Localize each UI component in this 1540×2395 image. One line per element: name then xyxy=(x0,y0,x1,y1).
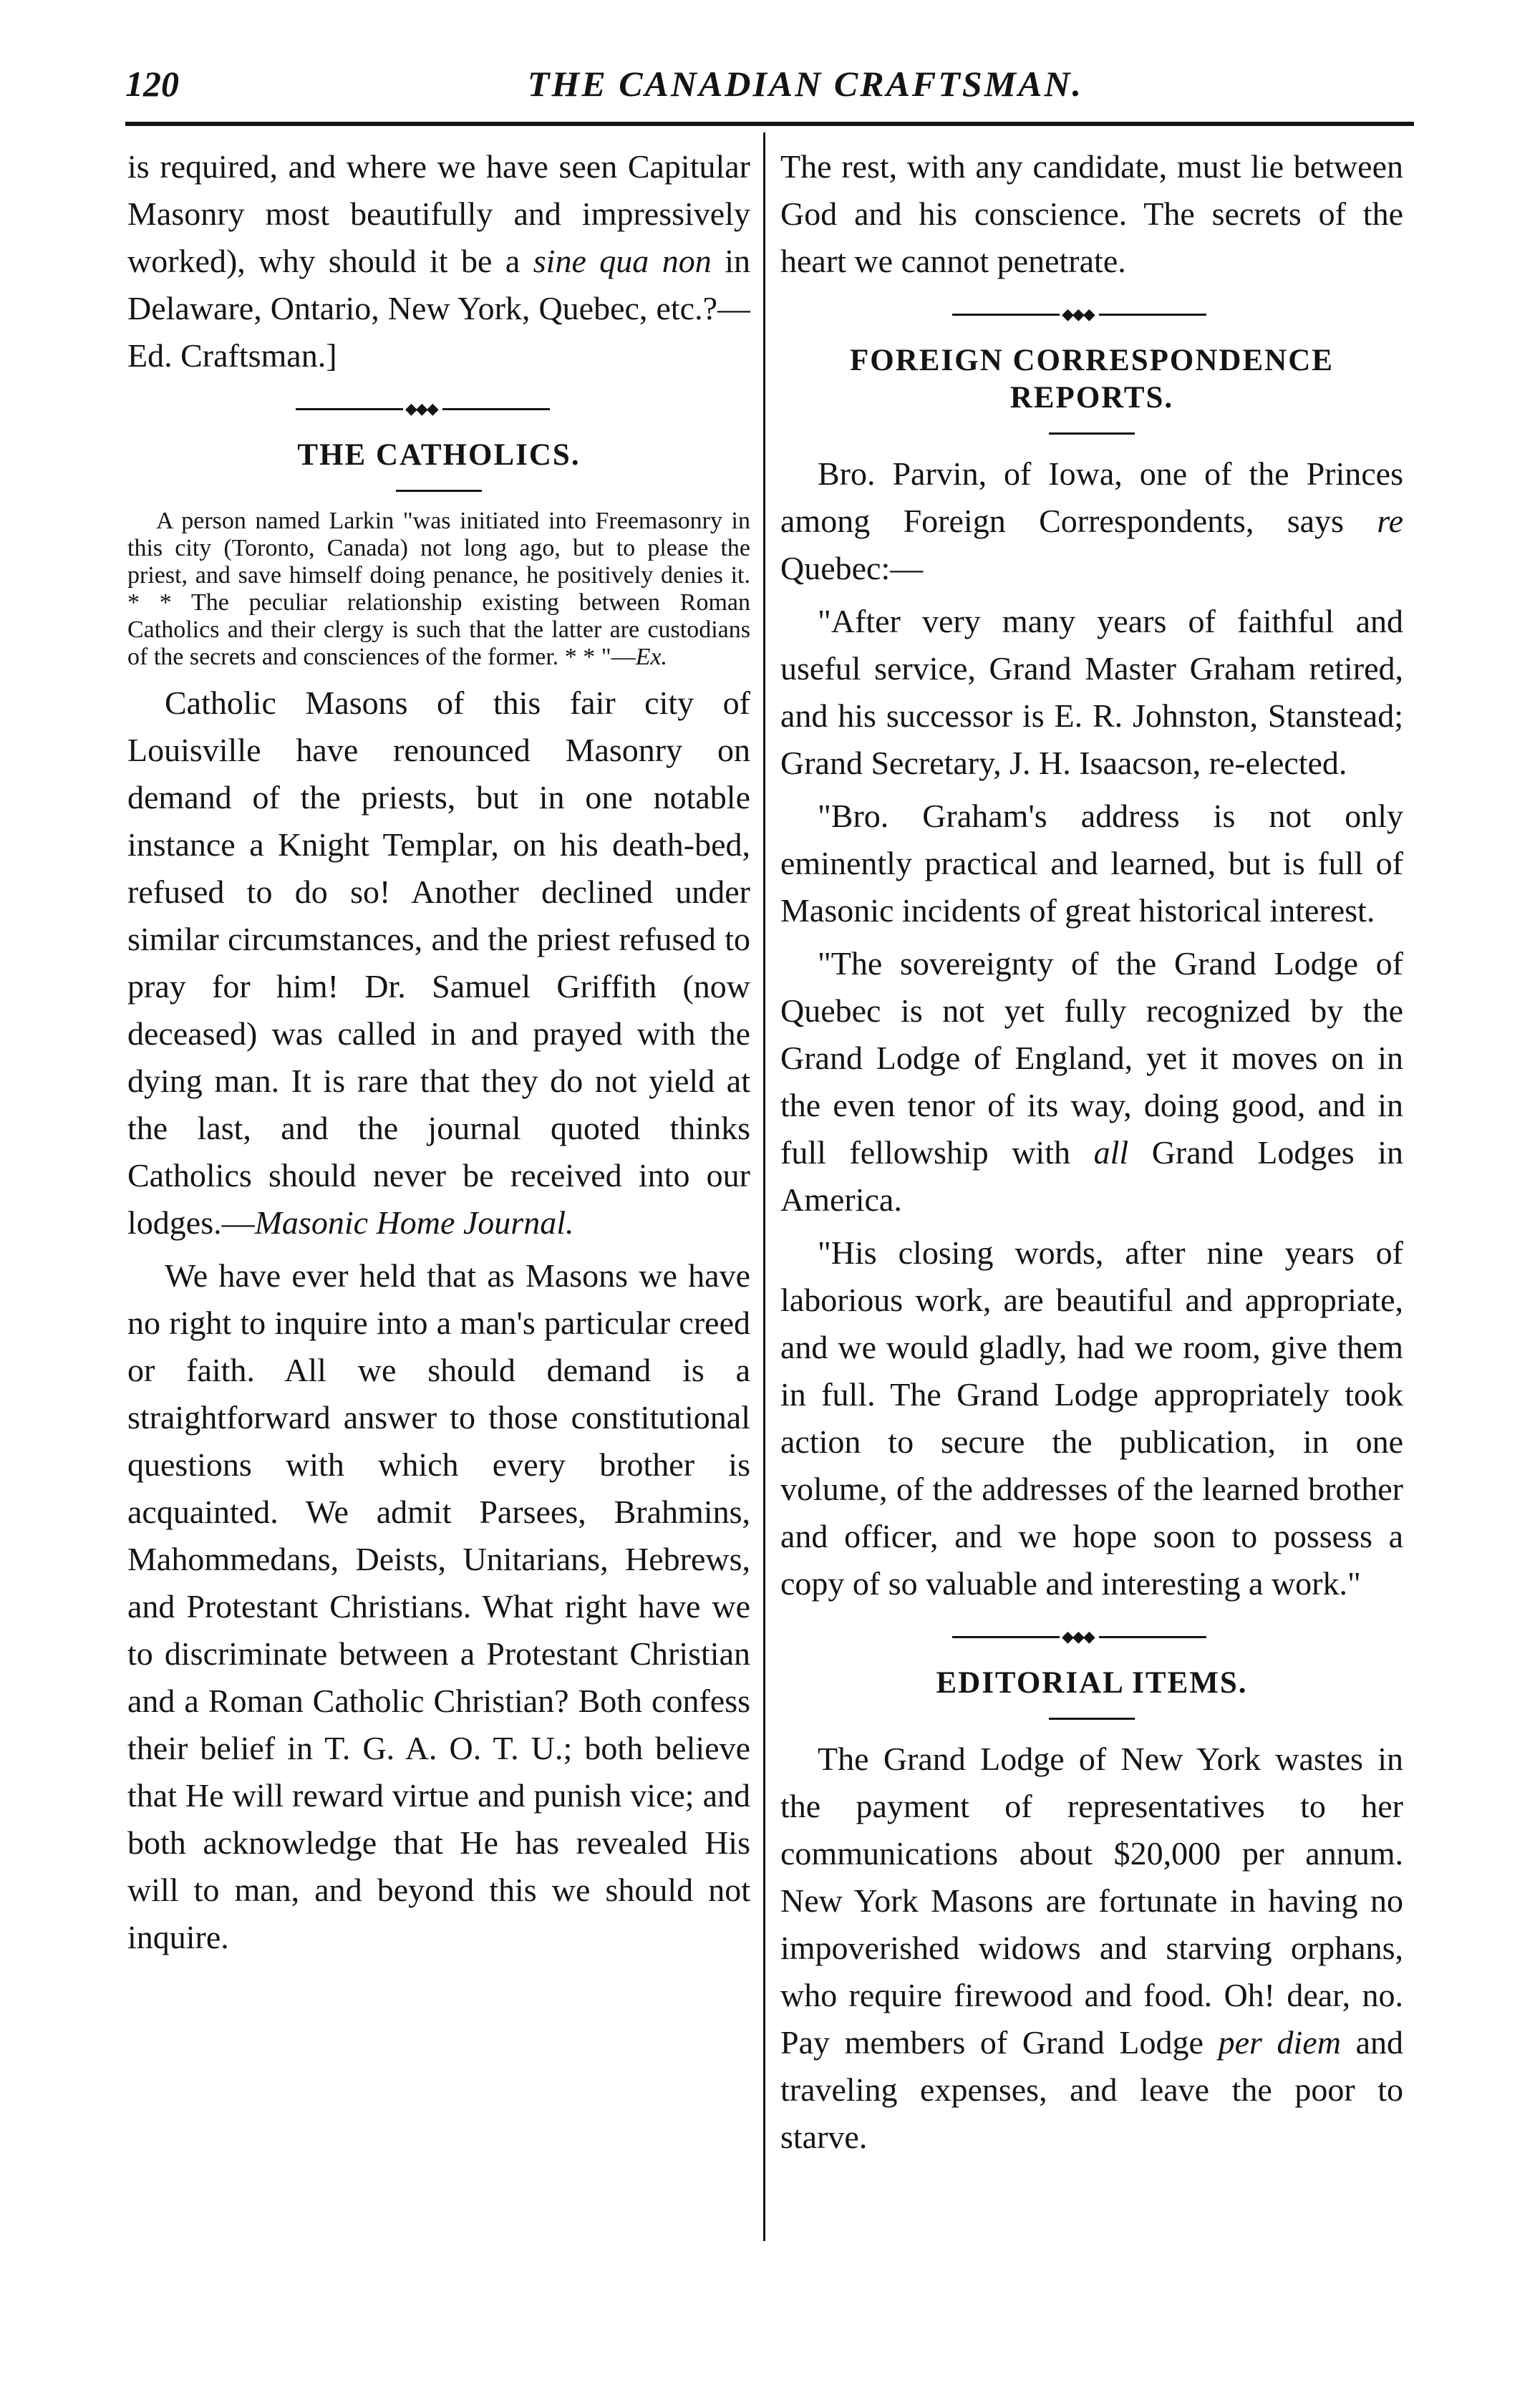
left-column xyxy=(127,143,750,1967)
section-ornament xyxy=(780,304,1403,325)
louisville-paragraph xyxy=(127,679,750,1247)
heading-underline xyxy=(1049,432,1135,435)
section-ornament xyxy=(127,398,750,420)
per-diem-italic: per diem xyxy=(1218,2024,1341,2061)
quote-paragraph-1: "After very many years of faithful and useful service, Grand Master Graham retired, and his successor is E. R. Johnston, Stanstead; Grand Secretary, J. H. Isaacson, re-elected. xyxy=(780,603,1403,781)
heading-underline xyxy=(396,490,482,492)
quoted-excerpt-source: Ex. xyxy=(635,644,668,670)
column-divider xyxy=(763,132,765,2241)
quote-paragraph-3 xyxy=(780,940,1403,1224)
ornament-diamonds: ◆◆◆ xyxy=(1062,1627,1094,1645)
ornament-diamonds: ◆◆◆ xyxy=(1062,305,1094,323)
ornament-diamonds: ◆◆◆ xyxy=(405,400,437,417)
parvin-intro-end: Quebec:— xyxy=(780,550,924,586)
editorial-paragraph xyxy=(780,1736,1403,2161)
quote-3-text: "The sovereignty of the Grand Lodge of Quebec is not yet fully recognized by the Grand Lodge of England, yet it moves on in the even tenor of its way, doing good, and in full fellowship with xyxy=(780,945,1403,1171)
right-column xyxy=(780,143,1403,2167)
quoted-excerpt-text: A person named Larkin "was initiated into Freemasonry in this city (Toronto, Canada) not long ago, but to please the priest, and save himself doing penance, he positively denies it. * * The peculiar relationship existing between Roman Catholics and their clergy is such that the latter are custodians of the secrets and consciences of the former. * * "— xyxy=(127,508,750,670)
page-number: 120 xyxy=(125,64,179,104)
re-italic: re xyxy=(1377,503,1403,539)
louisville-paragraph-source: Masonic Home Journal. xyxy=(254,1204,574,1241)
heading-foreign-correspondence: FOREIGN CORRESPONDENCE REPORTS. xyxy=(850,344,1334,415)
heading-underline xyxy=(1049,1718,1135,1720)
parvin-intro-text: Bro. Parvin, of Iowa, one of the Princes among Foreign Correspondents, says xyxy=(780,455,1403,539)
section-ornament xyxy=(780,1626,1403,1648)
left-continuation-paragraph xyxy=(127,143,750,379)
running-head: THE CANADIAN CRAFTSMAN. xyxy=(527,64,1084,104)
quote-paragraph-2: "Bro. Graham's address is not only eminently practical and learned, but is full of Masonic incidents of great historical interest. xyxy=(780,798,1403,929)
latin-phrase: sine qua non xyxy=(533,243,712,279)
editorial-end: and traveling expenses, and leave the poor to starve. xyxy=(780,2024,1403,2155)
parvin-intro xyxy=(780,450,1403,592)
creed-paragraph: We have ever held that as Masons we have no right to inquire into a man's particular creed or faith. All we should demand is a straightforward answer to those constitutional questions with which every brother is acquainted. We admit Parsees, Brahmins, Mahommedans, Deists, Unitarians, Hebrews, and Protestant Christians. What right have we to discriminate between a Protestant Christian and a Roman Catholic Christian? Both confess their belief in T. G. A. O. T. U.; both believe that He will reward virtue and punish vice; and both acknowledge that He has revealed His will to man, and beyond this we should not inquire. xyxy=(127,1257,750,1955)
louisville-paragraph-text: Catholic Masons of this fair city of Louisville have renounced Masonry on demand of the priests, but in one notable instance a Knight Templar, on his death-bed, refused to do so! Another declined under similar circumstances, and the priest refused to pray for him! Dr. Samuel Griffith (now deceased) was called in and prayed with the dying man. It is rare that they do not yield at the last, and the journal quoted thinks Catholics should never be received into our lodges.— xyxy=(127,684,750,1241)
editorial-text: The Grand Lodge of New York wastes in the payment of representatives to her communications about $20,000 per annum. New York Masons are fortunate in having no impoverished widows and starving orphans, who require firewood and food. Oh! dear, no. Pay members of Grand Lodge xyxy=(780,1741,1403,2061)
right-continuation-paragraph: The rest, with any candidate, must lie between God and his conscience. The secrets of the heart we cannot penetrate. xyxy=(780,148,1403,279)
quote-3-end: Grand Lodges in America. xyxy=(780,1134,1404,1218)
heading-the-catholics: THE CATHOLICS. xyxy=(297,438,581,472)
header-rule xyxy=(125,122,1414,126)
left-continuation-text: is required, and where we have seen Capitular Masonry most beautifully and impressively worked), why should it be a xyxy=(127,148,750,279)
page-header xyxy=(125,63,1414,113)
all-italic: all xyxy=(1093,1134,1129,1171)
left-continuation-end: in Delaware, Ontario, New York, Quebec, etc.?—Ed. Craftsman.] xyxy=(127,243,750,374)
heading-editorial-items: EDITORIAL ITEMS. xyxy=(936,1666,1248,1700)
quoted-excerpt xyxy=(127,508,750,671)
quote-paragraph-4: "His closing words, after nine years of laborious work, are beautiful and appropriate, and we would gladly, had we room, give them in full. The Grand Lodge appropriately took action to secure the publication, in one volume, of the addresses of the learned brother and officer, and we hope soon to possess a copy of so valuable and interesting a work." xyxy=(780,1234,1403,1602)
